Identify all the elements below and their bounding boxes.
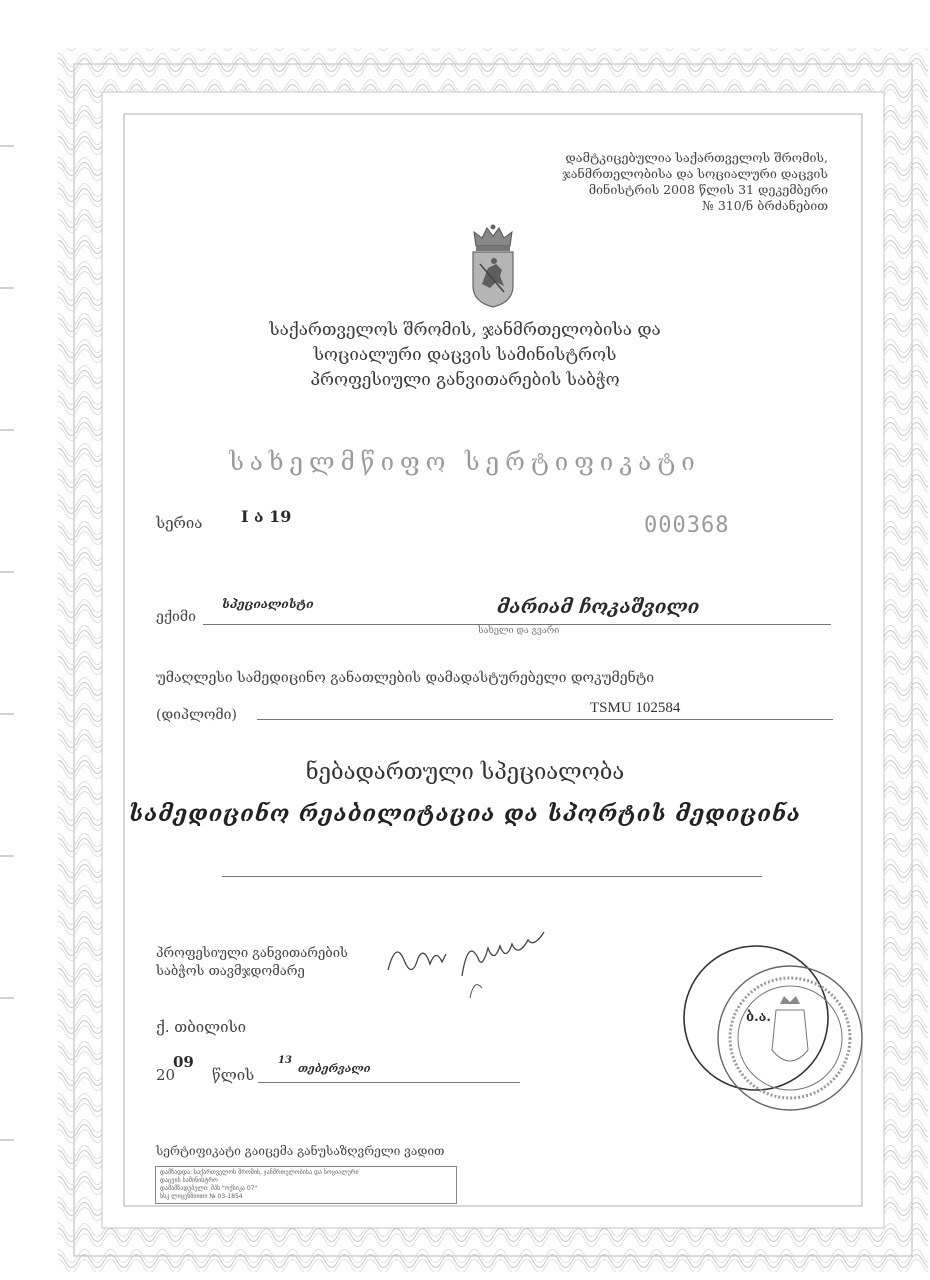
year-suffix: 09	[173, 1053, 194, 1071]
date-month: თებერვალი	[298, 1062, 371, 1075]
approval-line-3: მინისტრის 2008 წლის 31 დეკემბერი	[588, 182, 828, 197]
education-text: უმაღლესი სამედიცინო განათლების დამადასტურებელი დოკუმენტი	[156, 670, 655, 686]
chair-title-line-2: საბჭოს თავმჯდომარე	[156, 964, 305, 979]
validity-note: სერტიფიკატი გაიცემა განუსაზღვრელი ვადით	[156, 1144, 445, 1158]
series-label: სერია	[156, 514, 203, 532]
doctor-label: ექიმი	[156, 609, 196, 625]
printer-line-4: სსკ ლიცენზიითი № 03-1854	[160, 1193, 243, 1200]
specialty-heading: ნებადართული სპეციალობა	[305, 760, 625, 785]
certificate-title: სახელმწიფო სერტიფიკატი	[229, 448, 701, 476]
diploma-value: TSMU 102584	[590, 700, 681, 716]
ministry-line-3: პროფესიული განვითარების საბჭო	[310, 370, 620, 390]
specialty-underline	[222, 876, 762, 877]
doctor-name: მარიამ ჩოკაშვილი	[497, 596, 700, 618]
approval-note	[562, 150, 828, 214]
printer-info-box	[155, 1166, 457, 1204]
year-label: წლის	[212, 1066, 255, 1084]
ministry-line-2: სოციალური დაცვის სამინისტროს	[313, 345, 617, 365]
date-day: 13	[278, 1055, 292, 1066]
doctor-underline	[203, 624, 831, 625]
chair-title-line-1: პროფესიული განვითარების	[156, 946, 348, 961]
date-underline	[258, 1082, 520, 1083]
doctor-name-note: სახელი და გვარი	[478, 626, 560, 636]
year-prefix: 20	[156, 1066, 176, 1084]
specialty-value: სამედიცინო რეაბილიტაცია და სპორტის მედიცინა	[128, 801, 802, 827]
doctor-role: სპეციალისტი	[222, 597, 314, 611]
approval-line-4: № 310/ნ ბრძანებით	[702, 198, 828, 213]
official-seal	[680, 938, 870, 1120]
georgia-coat-of-arms-icon	[470, 224, 516, 308]
place: ქ. თბილისი	[156, 1018, 247, 1036]
ministry-heading	[0, 318, 930, 393]
printer-line-3: დამამზადებელი: შპს "ოქსიკა 07"	[160, 1185, 258, 1192]
chair-signature	[378, 918, 558, 1008]
seal-text: ბ.ა.	[746, 1010, 771, 1025]
certificate-number: 000368	[644, 513, 730, 538]
printer-line-1: დამზადდა: საქართველოს შრომის, ჯანმრთელობისა და სოციალური	[160, 1169, 359, 1176]
diploma-label: (დიპლომი)	[156, 707, 237, 723]
diploma-underline	[257, 719, 833, 720]
approval-line-2: ჯანმრთელობისა და სოციალური დაცვის	[562, 166, 828, 181]
printer-line-2: დაცვის სამინისტრო	[160, 1177, 218, 1184]
series-value: I ა 19	[241, 507, 292, 526]
ministry-line-1: საქართველოს შრომის, ჯანმრთელობისა და	[269, 320, 661, 340]
approval-line-1: დამტკიცებულია საქართველოს შრომის,	[565, 150, 828, 165]
